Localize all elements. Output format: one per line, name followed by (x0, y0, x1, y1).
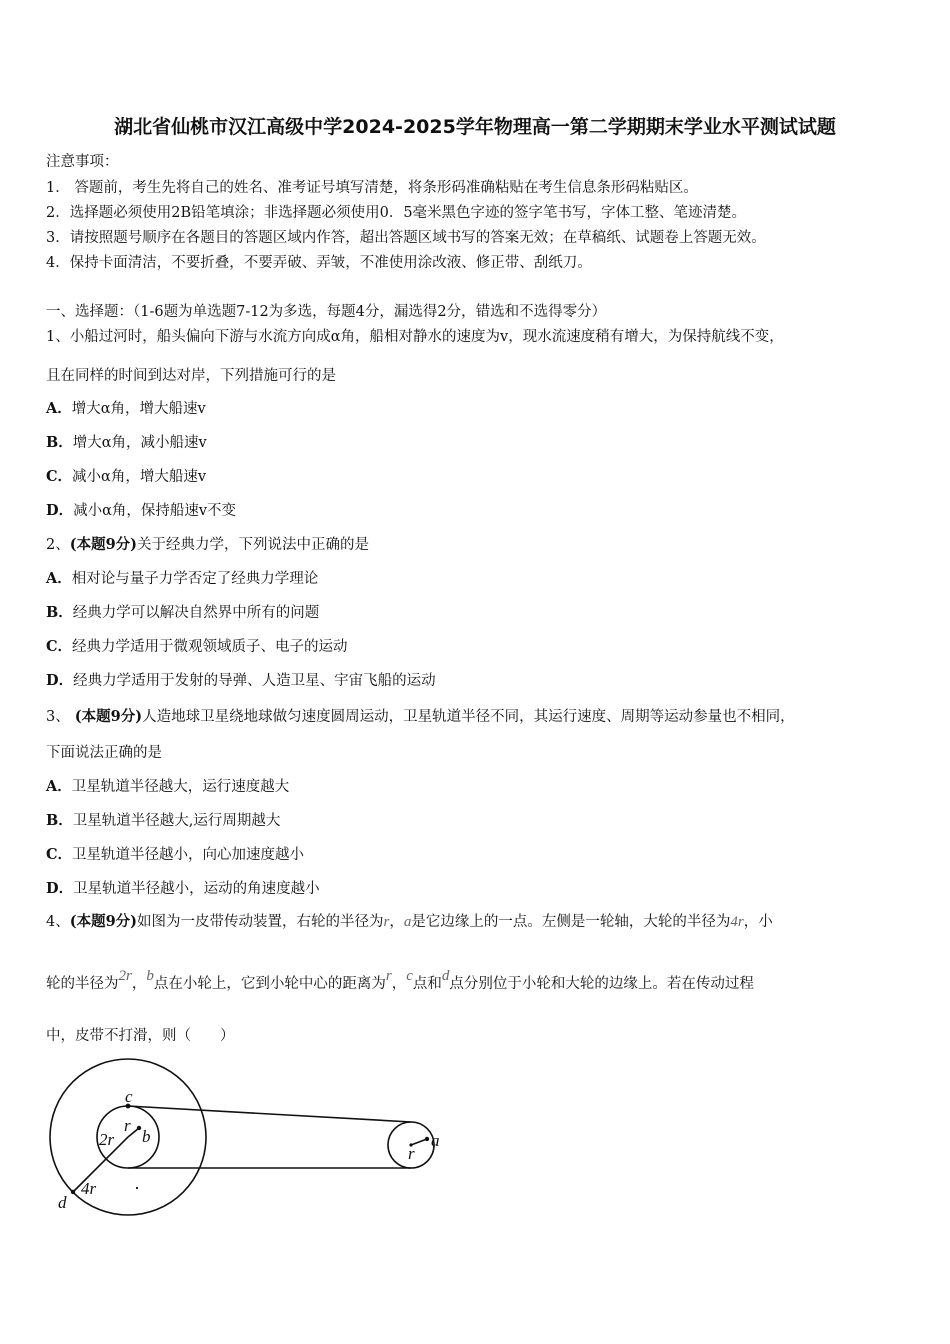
option-text: 增大α角，减小船速v (72, 435, 207, 451)
notice-item: 3．请按照题号顺序在各题目的答题区域内作答，超出答题区域书写的答案无效；在草稿纸、试题卷上答题无效。 (46, 230, 766, 246)
q4-text: ，小 (743, 914, 773, 930)
notice-item: 4．保持卡面清洁，不要折叠，不要弄破、弄皱，不准使用涂改液、修正带、刮纸刀。 (46, 255, 592, 271)
option-label: A． (46, 778, 72, 795)
belt-top (128, 1106, 411, 1122)
section-heading: 一、选择题：（1-6题为单选题7-12为多选，每题4分，漏选得2分，错选和不选得零分） (46, 304, 607, 320)
option-label: A． (46, 570, 72, 587)
q2-score: (本题9分) (69, 536, 138, 553)
option-text: 减小α角，保持船速v不变 (73, 503, 237, 519)
option-text: 经典力学适用于微观领域质子、电子的运动 (72, 639, 348, 655)
point-d-dot (71, 1190, 75, 1194)
option-text: 相对论与量子力学否定了经典力学理论 (71, 571, 319, 587)
q3-text: 人造地球卫星绕地球做匀速度圆周运动，卫星轨道半径不同，其运行速度、周期等运动参量也不相同， (142, 709, 795, 725)
symbol: 4r (730, 914, 744, 930)
option-label: D． (46, 672, 74, 689)
q4-text: 点分别位于小轮和大轮的边缘上。若在传动过程 (449, 976, 754, 992)
q3-score: (本题9分) (69, 708, 143, 725)
option-text: 经典力学可以解决自然界中所有的问题 (72, 605, 320, 621)
point-a-dot (425, 1137, 429, 1141)
label-r-right: r (408, 1144, 415, 1163)
q4-text: 点和 (412, 976, 442, 992)
q3-stem-cont: 下面说法正确的是 (46, 745, 162, 761)
page-title: 湖北省仙桃市汉江高级中学2024-2025学年物理高一第二学期期末学业水平测试试题 (114, 116, 836, 138)
q4-text: ， (389, 914, 404, 930)
option-label: C． (46, 468, 73, 485)
option-label: B． (46, 812, 73, 829)
label-4r: 4r (81, 1179, 97, 1198)
q4-stem-end: 中，皮带不打滑，则（ ） (46, 1028, 235, 1044)
q2-text: 关于经典力学，下列说法中正确的是 (137, 537, 370, 553)
q2-number: 2、 (46, 537, 70, 553)
q4-text: ， (131, 976, 147, 992)
option-text: 增大α角，增大船速v (71, 401, 206, 417)
option-label: B． (46, 434, 73, 451)
q4-text: 轮的半径为 (46, 976, 119, 992)
option-label: D． (46, 502, 74, 519)
q4-text: 点在小轮上，它到小轮中心的距离为 (153, 976, 386, 992)
q4-text: ， (391, 976, 407, 992)
symbol: d (441, 968, 450, 984)
label-r-small: r (124, 1116, 131, 1135)
q4-score: (本题9分) (69, 913, 138, 930)
option-label: B． (46, 604, 73, 621)
symbol: 2r (118, 968, 132, 984)
stray-dot (136, 1187, 138, 1189)
label-a: a (431, 1131, 440, 1150)
symbol: r (385, 968, 392, 984)
notice-heading: 注意事项： (46, 154, 119, 170)
q3-number: 3、 (46, 709, 70, 725)
option-text: 卫星轨道半径越小，运动的角速度越小 (73, 881, 320, 897)
symbol: c (406, 968, 413, 984)
option-label: D． (46, 880, 74, 897)
option-label: C． (46, 846, 73, 863)
q4-number: 4、 (46, 914, 70, 930)
option-text: 经典力学适用于发射的导弹、人造卫星、宇宙飞船的运动 (73, 673, 436, 689)
label-c: c (125, 1087, 133, 1106)
symbol: b (146, 968, 154, 984)
notice-item: 2．选择题必须使用2B铅笔填涂；非选择题必须使用0．5毫米黑色字迹的签字笔书写，字体工整、笔迹清楚。 (46, 205, 747, 221)
q1-stem: 1、小船过河时，船头偏向下游与水流方向成α角，船相对静水的速度为v，现水流速度稍有增大，为保持航线不变， (46, 329, 784, 345)
option-text: 卫星轨道半径越大，运行速度越大 (71, 779, 290, 795)
option-text: 卫星轨道半径越小，向心加速度越小 (72, 847, 305, 863)
label-b: b (142, 1127, 151, 1146)
notice-item: 1． 答题前，考生先将自己的姓名、准考证号填写清楚，将条形码准确粘贴在考生信息条形码粘贴区。 (46, 180, 698, 196)
option-label: A． (46, 400, 72, 417)
symbol: a (403, 914, 412, 930)
label-d: d (58, 1193, 67, 1212)
symbol: r (383, 914, 390, 930)
q4-text: 如图为一皮带传动装置，右轮的半径为 (137, 914, 384, 930)
q1-stem-cont: 且在同样的时间到达对岸，下列措施可行的是 (46, 368, 336, 384)
point-b-dot (137, 1126, 141, 1130)
q4-text: 是它边缘上的一点。左侧是一轮轴，大轮的半径为 (411, 914, 731, 930)
option-label: C． (46, 638, 73, 655)
option-text: 减小α角，增大船速v (72, 469, 207, 485)
option-text: 卫星轨道半径越大,运行周期越大 (72, 813, 281, 829)
label-2r: 2r (99, 1130, 115, 1149)
